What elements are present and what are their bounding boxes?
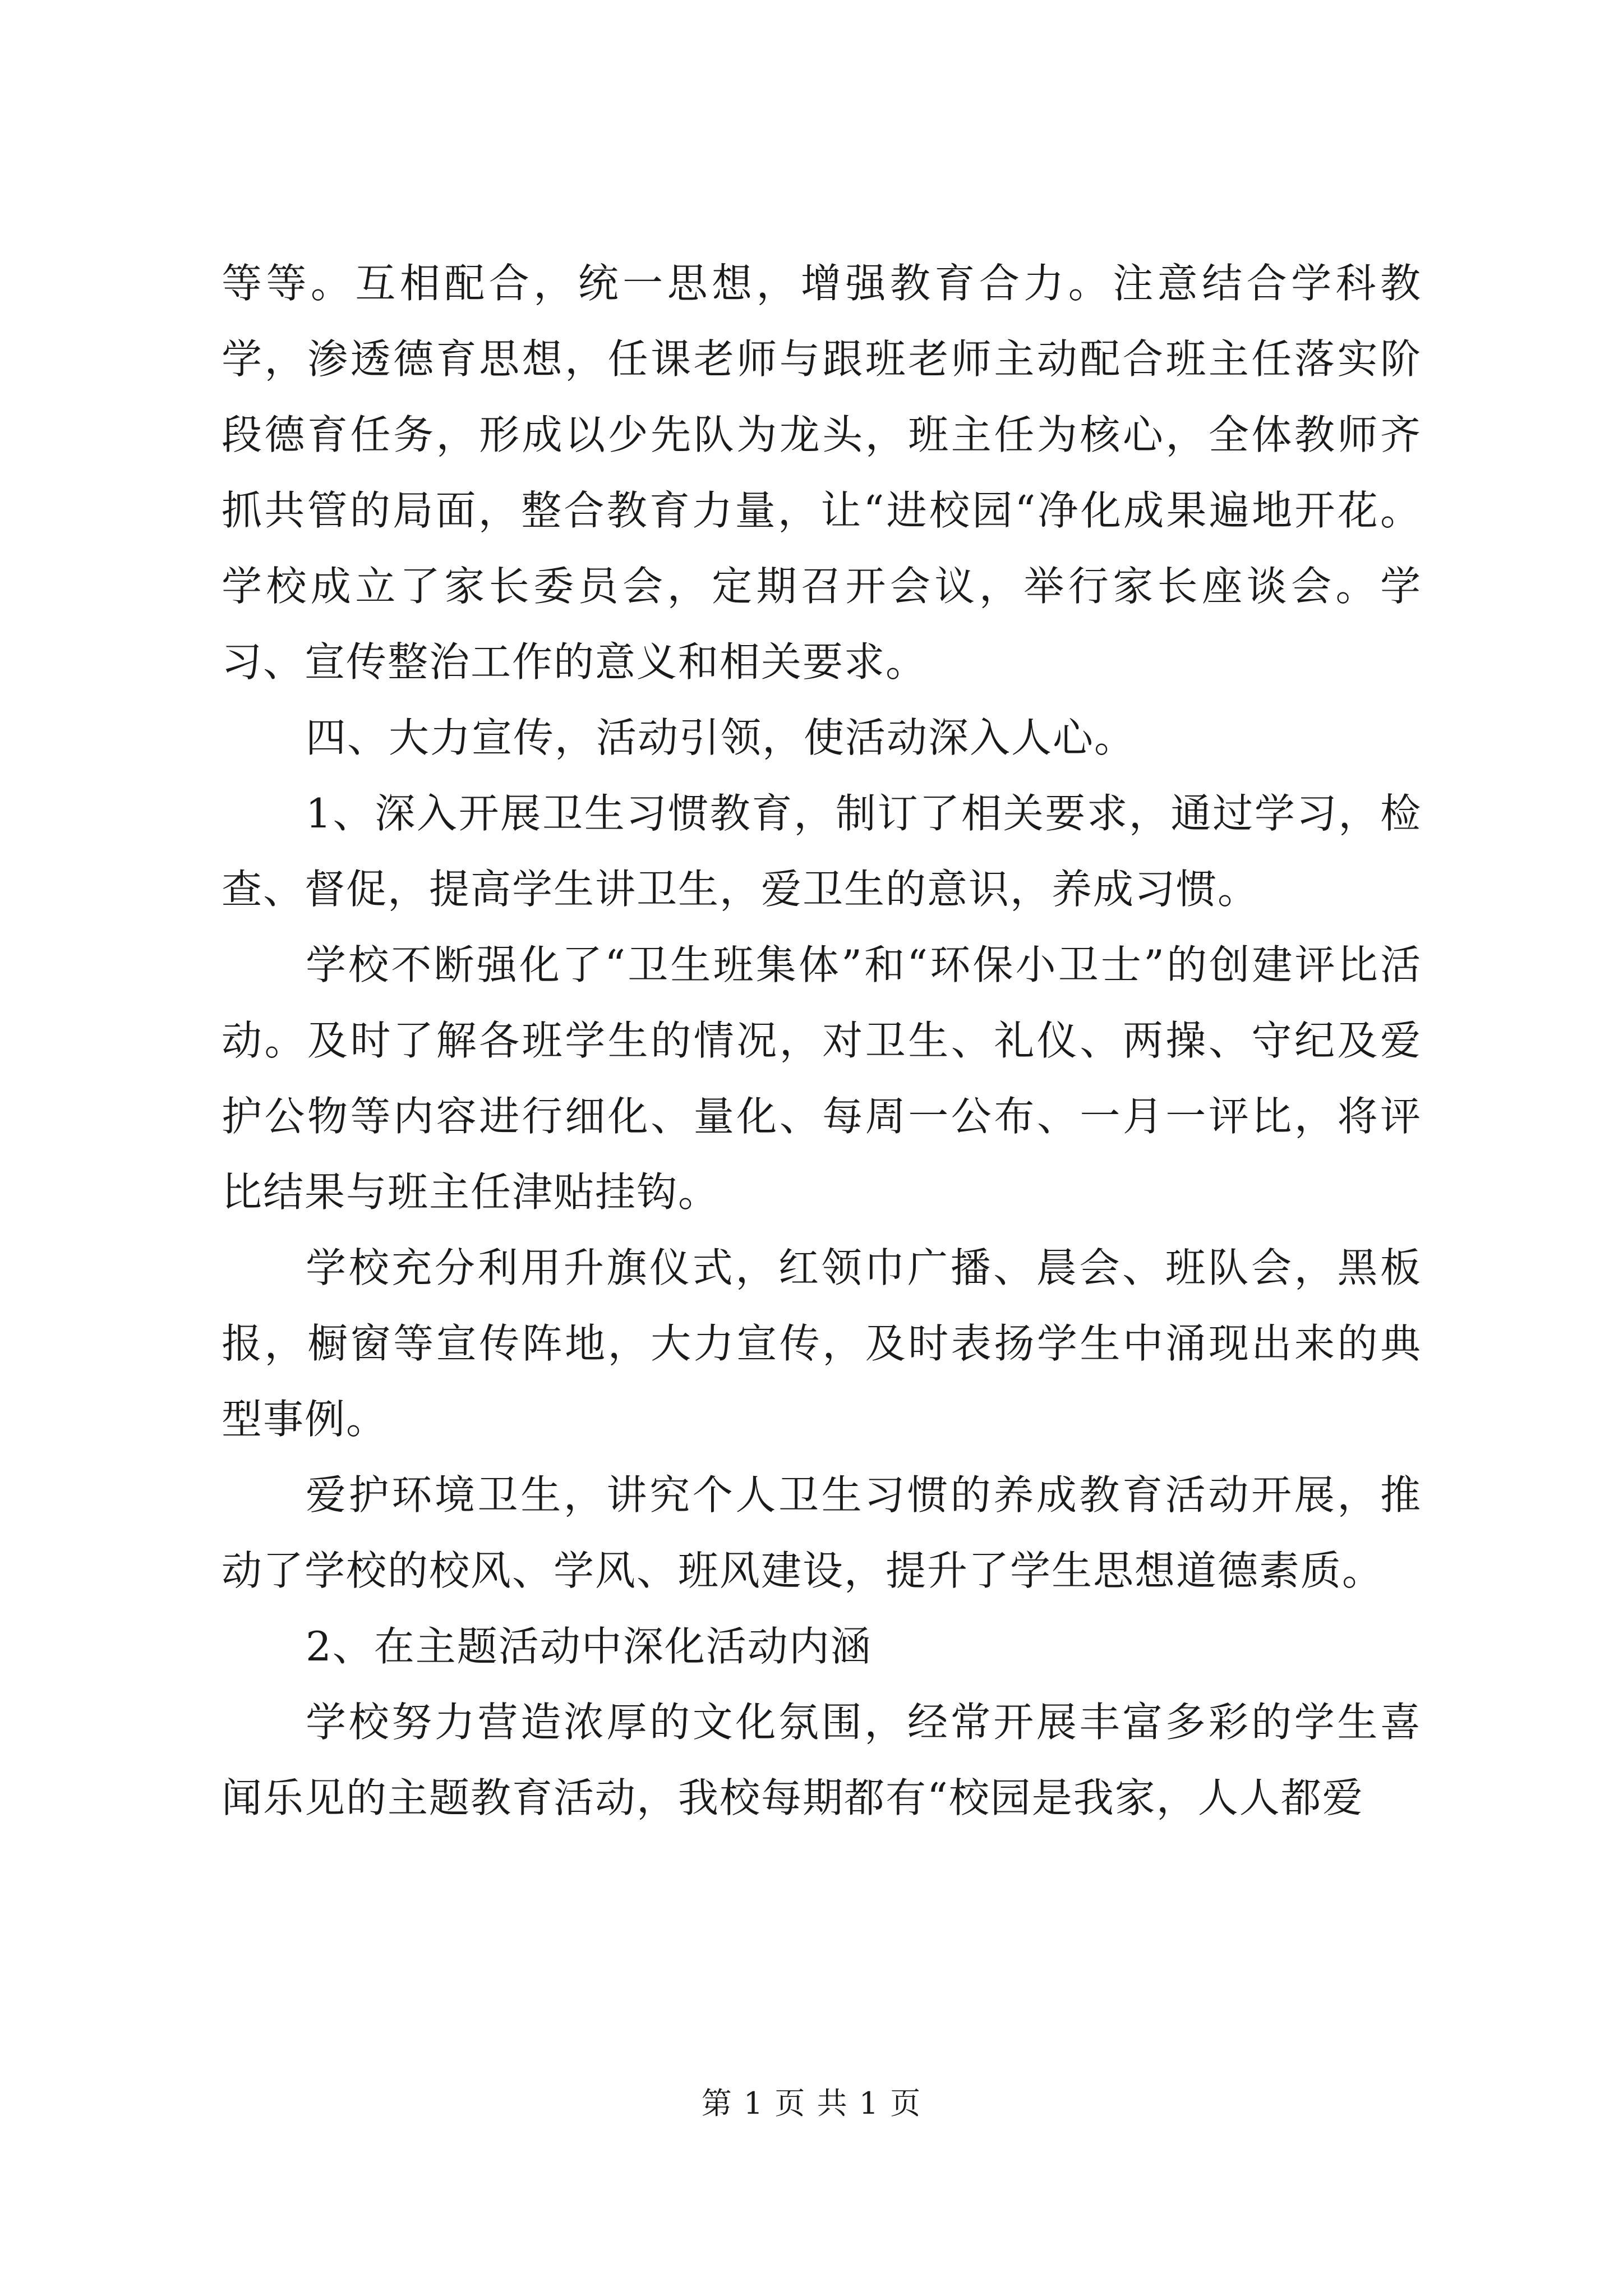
paragraph-class-evaluation: 学校不断强化了“卫生班集体”和“环保小卫士”的创建评比活动。及时了解各班学生的情况，对卫生、礼仪、两操、守纪及爱护公物等内容进行细化、量化、每周一公布、一月一评比，将评比结果与班主任津贴挂钩。 <box>222 941 1422 1216</box>
page-footer: 第 1 页 共 1 页 <box>701 2086 922 2121</box>
paragraph-publicity: 学校充分利用升旗仪式，红领巾广播、晨会、班队会，黑板报，橱窗等宣传阵地，大力宣传，及时表扬学生中涌现出来的典型事例。 <box>222 1244 1422 1443</box>
paragraph-continuation: 等等。互相配合，统一思想，增强教育合力。注意结合学科教学，渗透德育思想，任课老师与跟班老师主动配合班主任落实阶段德育任务，形成以少先队为龙头，班主任为核心，全体教师齐抓共管的局面，整合教育力量，让“进校园“净化成果遍地开花。学校成立了家长委员会，定期召开会议，举行家长座谈会。学习、宣传整治工作的意义和相关要求。 <box>222 260 1422 685</box>
document-body <box>222 246 1422 1836</box>
paragraph-culture: 学校努力营造浓厚的文化氛围，经常开展丰富多彩的学生喜闻乐见的主题教育活动，我校每期都有“校园是我家，人人都爱 <box>222 1699 1422 1821</box>
subheading-theme-activities: 2、在主题活动中深化活动内涵 <box>306 1623 872 1670</box>
paragraph-school-spirit: 爱护环境卫生，讲究个人卫生习惯的养成教育活动开展，推动了学校的校风、学风、班风建设，提升了学生思想道德素质。 <box>222 1471 1422 1594</box>
paragraph-hygiene-habits: 1、深入开展卫生习惯教育，制订了相关要求，通过学习，检查、督促，提高学生讲卫生，爱卫生的意识，养成习惯。 <box>222 790 1422 913</box>
section-heading-four: 四、大力宣传，活动引领，使活动深入人心。 <box>306 714 1136 761</box>
